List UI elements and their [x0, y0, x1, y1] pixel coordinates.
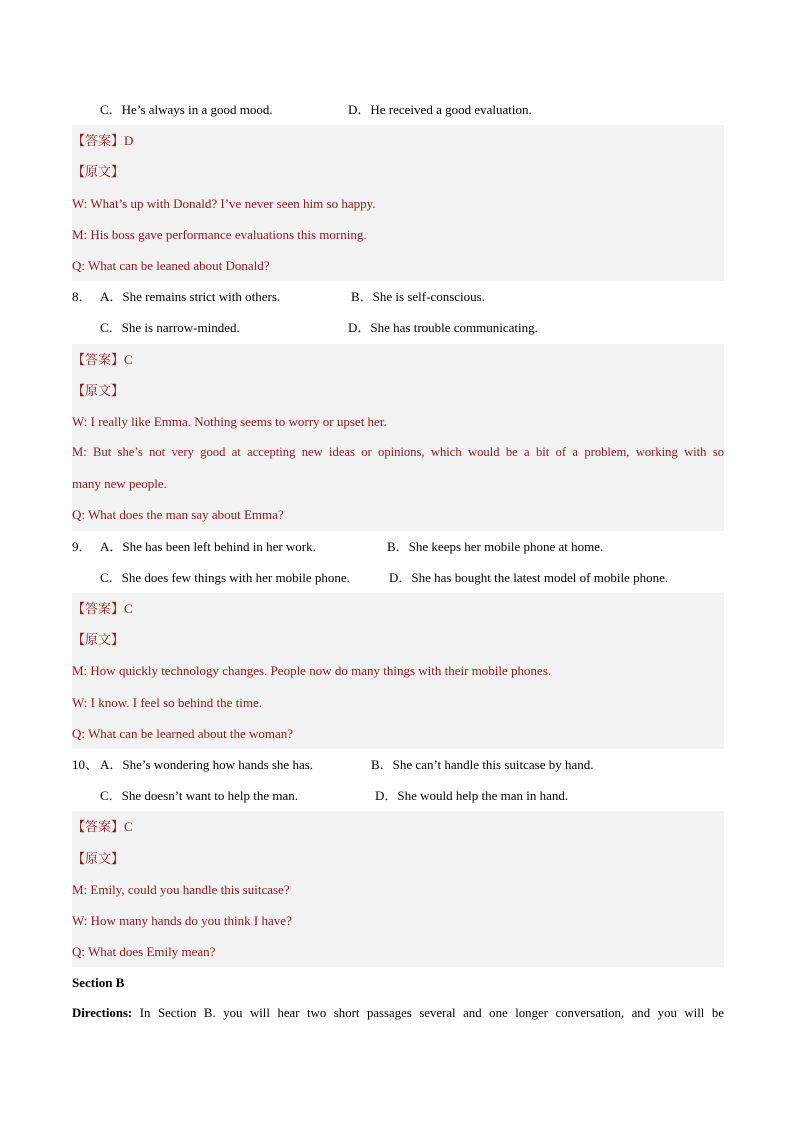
q8-option-a: A．She remains strict with others. — [100, 289, 281, 305]
q7-option-c: C．He’s always in a good mood. — [100, 102, 273, 117]
q10-script-line: W: How many hands do you think I have? — [72, 905, 724, 936]
q9-option-c: C．She does few things with her mobile phone. — [100, 569, 350, 585]
q8-options-cd — [72, 312, 724, 343]
q7-answer — [72, 125, 724, 156]
q8-script-line: Q: What does the man say about Emma? — [72, 499, 724, 530]
q9-script-tag: 【原文】 — [72, 624, 724, 655]
q8-option-b: B．She is self-conscious. — [351, 289, 485, 305]
q9-option-b: B．She keeps her mobile phone at home. — [387, 538, 604, 554]
q10-number: 10、 — [72, 756, 99, 772]
q9-number: 9． — [72, 538, 92, 554]
answer-tag: 【答案】 — [72, 133, 125, 149]
q10-option-c: C．She doesn’t want to help the man. — [100, 788, 298, 804]
q7-script-line: Q: What can be leaned about Donald? — [72, 250, 724, 281]
q10-script-tag: 【原文】 — [72, 843, 724, 874]
q9-option-a: A．She has been left behind in her work. — [100, 538, 316, 554]
q9-answer — [72, 593, 724, 624]
answer-value: C — [124, 351, 133, 367]
q10-script-line: M: Emily, could you handle this suitcase? — [72, 874, 724, 905]
q9-script-line: M: How quickly technology changes. People now do many things with their mobile phones. — [72, 655, 724, 686]
q8-script-line-cont: many new people. — [72, 468, 724, 499]
q10-script-line: Q: What does Emily mean? — [72, 936, 724, 967]
q9-script-line: W: I know. I feel so behind the time. — [72, 687, 724, 718]
section-title: Section B — [72, 975, 125, 991]
q9-options-cd — [72, 562, 724, 593]
q10-options-ab — [72, 749, 724, 780]
answer-value: D — [124, 133, 134, 149]
q8-script-line: W: I really like Emma. Nothing seems to worry or upset her. — [72, 406, 724, 437]
q8-script-tag: 【原文】 — [72, 375, 724, 406]
answer-tag: 【答案】 — [72, 351, 125, 367]
q7-script-line: M: His boss gave performance evaluations this morning. — [72, 219, 724, 250]
directions-label: Directions: — [72, 1006, 133, 1021]
q8-options-ab — [72, 281, 724, 312]
q7-script-line: W: What’s up with Donald? I’ve never seen him so happy. — [72, 188, 724, 219]
q8-option-c: C．She is narrow-minded. — [100, 320, 240, 336]
section-directions — [72, 998, 724, 1029]
q7-options-cd — [72, 94, 724, 125]
directions-text: In Section B. you will hear two short passages several and one longer conversation, and you will be — [132, 1006, 724, 1021]
q9-script-line: Q: What can be learned about the woman? — [72, 718, 724, 749]
document-page — [72, 94, 724, 1030]
q8-option-d: D．She has trouble communicating. — [348, 320, 538, 336]
answer-tag: 【答案】 — [72, 819, 125, 835]
q10-option-b: B．She can’t handle this suitcase by hand. — [371, 756, 594, 772]
q8-script-line: M: But she’s not very good at accepting new ideas or opinions, which would be a bit of a problem, working with so — [72, 437, 724, 468]
q10-option-d: D．She would help the man in hand. — [375, 788, 569, 804]
q8-answer — [72, 344, 724, 375]
answer-value: C — [124, 819, 133, 835]
q7-script-tag: 【原文】 — [72, 156, 724, 187]
answer-tag: 【答案】 — [72, 601, 125, 616]
q10-options-cd — [72, 780, 724, 811]
q8-number: 8． — [72, 289, 92, 305]
answer-value: C — [124, 601, 133, 616]
q9-option-d: D．She has bought the latest model of mobile phone. — [389, 569, 669, 585]
q9-options-ab — [72, 531, 724, 562]
q10-answer — [72, 811, 724, 842]
q7-option-d: D．He received a good evaluation. — [348, 102, 532, 117]
q10-option-a: A．She’s wondering how hands she has. — [100, 756, 314, 772]
